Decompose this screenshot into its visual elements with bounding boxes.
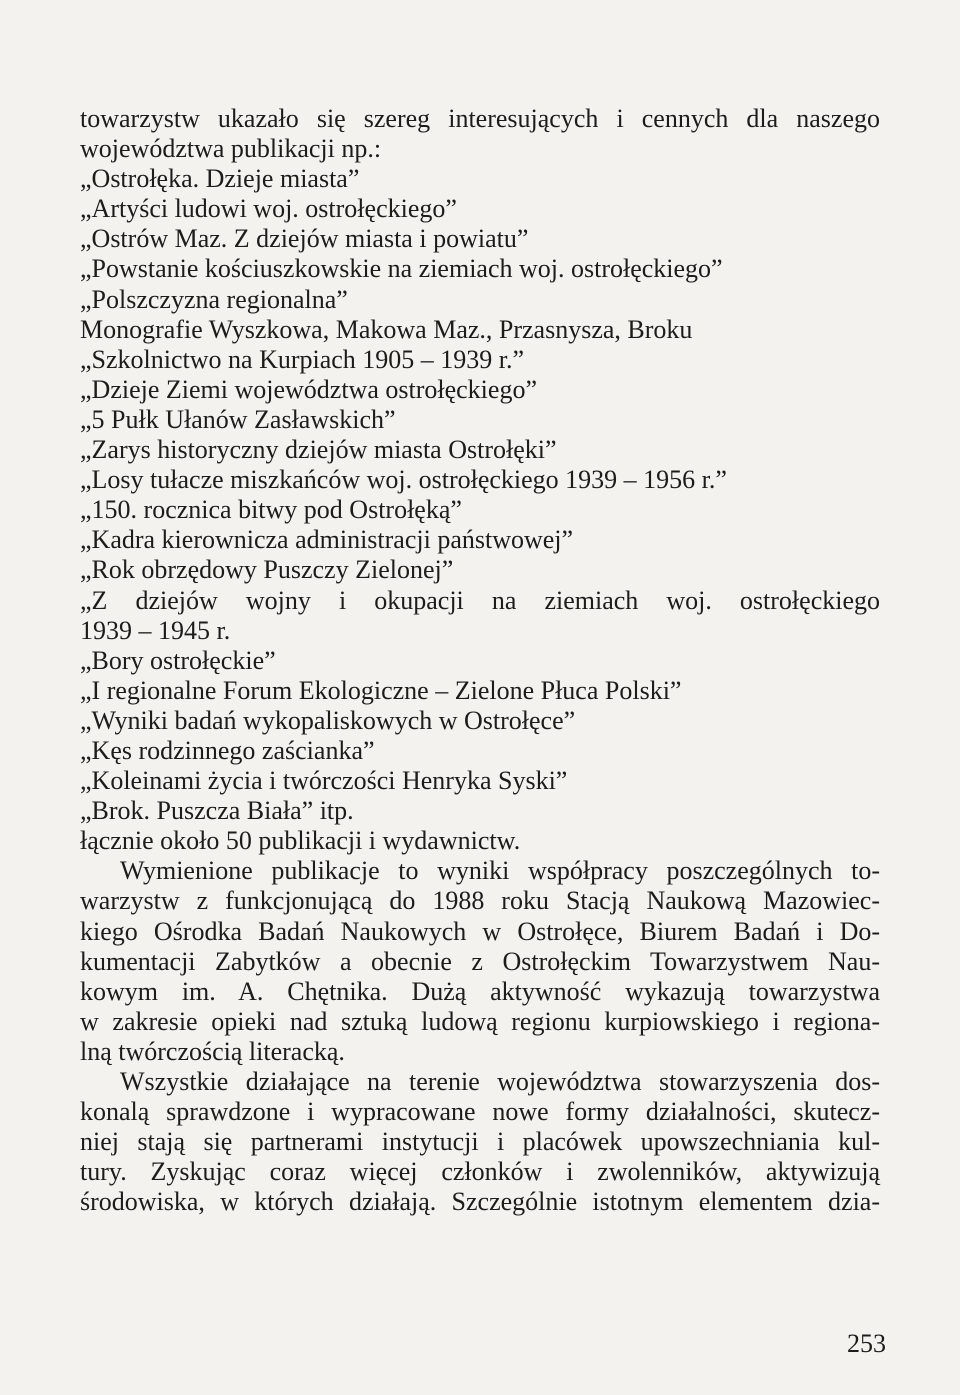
paragraph-line: Wymienione publikacje to wyniki współpracy poszczególnych to- <box>120 856 880 886</box>
publication-item: Monografie Wyszkowa, Makowa Maz., Przasnysza, Broku <box>80 314 693 344</box>
publication-item: „Zarys historyczny dziejów miasta Ostrołęki” <box>80 435 557 465</box>
paragraph-line: konalą sprawdzone i wypracowane nowe formy działalności, skutecz- <box>80 1097 880 1127</box>
publication-list <box>80 164 880 856</box>
publication-item: „I regionalne Forum Ekologiczne – Zielone Płuca Polski” <box>80 675 682 705</box>
publication-item: „Ostrołęka. Dzieje miasta” <box>80 164 360 194</box>
paragraph-line: w zakresie opieki nad sztuką ludową regionu kurpiowskiego i regiona- <box>80 1006 880 1036</box>
publication-item: „Kadra kierownicza administracji państwowej” <box>80 525 574 555</box>
publication-item: „Powstanie kościuszkowskie na ziemiach woj. ostrołęckiego” <box>80 254 723 284</box>
publication-item: „Koleinami życia i twórczości Henryka Syski” <box>80 766 568 796</box>
paragraph-line: kowym im. A. Chętnika. Dużą aktywność wykazują towarzystwa <box>80 976 880 1006</box>
publication-item: „Losy tułacze miszkańców woj. ostrołęckiego 1939 – 1956 r.” <box>80 465 727 495</box>
document-page <box>80 104 880 1217</box>
publication-item-continuation: 1939 – 1945 r. <box>80 615 231 645</box>
paragraph-line: niej stają się partnerami instytucji i placówek upowszechniania kul- <box>80 1127 880 1157</box>
publication-summary: łącznie około 50 publikacji i wydawnictw. <box>80 826 521 856</box>
page-number: 253 <box>847 1329 886 1358</box>
paragraph-1 <box>80 856 880 1067</box>
paragraph-line: warzystw z funkcjonującą do 1988 roku Stacją Naukową Mazowiec- <box>80 886 880 916</box>
paragraph-line: lną twórczością literacką. <box>80 1036 345 1066</box>
publication-item: „Wyniki badań wykopaliskowych w Ostrołęce” <box>80 705 576 735</box>
publication-item: „Dzieje Ziemi województwa ostrołęckiego” <box>80 374 537 404</box>
paragraph-line: kiego Ośrodka Badań Naukowych w Ostrołęce, Biurem Badań i Do- <box>80 916 880 946</box>
publication-item: „Ostrów Maz. Z dziejów miasta i powiatu” <box>80 224 529 254</box>
paragraph-2 <box>80 1067 880 1217</box>
paragraph-line: środowiska, w których działają. Szczególnie istotnym elementem dzia- <box>80 1187 880 1217</box>
publication-item: „Bory ostrołęckie” <box>80 645 276 675</box>
intro-line-2: województwa publikacji np.: <box>80 134 382 164</box>
publication-item: „Z dziejów wojny i okupacji na ziemiach woj. ostrołęckiego <box>80 585 880 615</box>
paragraph-line: Wszystkie działające na terenie województwa stowarzyszenia dos- <box>120 1067 880 1096</box>
paragraph-line: tury. Zyskując coraz więcej członków i zwolenników, aktywizują <box>80 1157 880 1187</box>
publication-item: „Artyści ludowi woj. ostrołęckiego” <box>80 194 457 224</box>
publication-item: „Szkolnictwo na Kurpiach 1905 – 1939 r.” <box>80 344 525 374</box>
publication-item: „Kęs rodzinnego zaścianka” <box>80 735 375 765</box>
publication-item: „Rok obrzędowy Puszczy Zielonej” <box>80 555 454 585</box>
intro-line-1: towarzystw ukazało się szereg interesujących i cennych dla naszego <box>80 104 880 133</box>
publication-item: „Polszczyzna regionalna” <box>80 284 348 314</box>
publication-item: „150. rocznica bitwy pod Ostrołęką” <box>80 495 462 525</box>
publication-item: „5 Pułk Ułanów Zasławskich” <box>80 404 396 434</box>
paragraph-line: kumentacji Zabytków a obecnie z Ostrołęckim Towarzystwem Nau- <box>80 946 880 976</box>
publication-item: „Brok. Puszcza Biała” itp. <box>80 796 354 826</box>
